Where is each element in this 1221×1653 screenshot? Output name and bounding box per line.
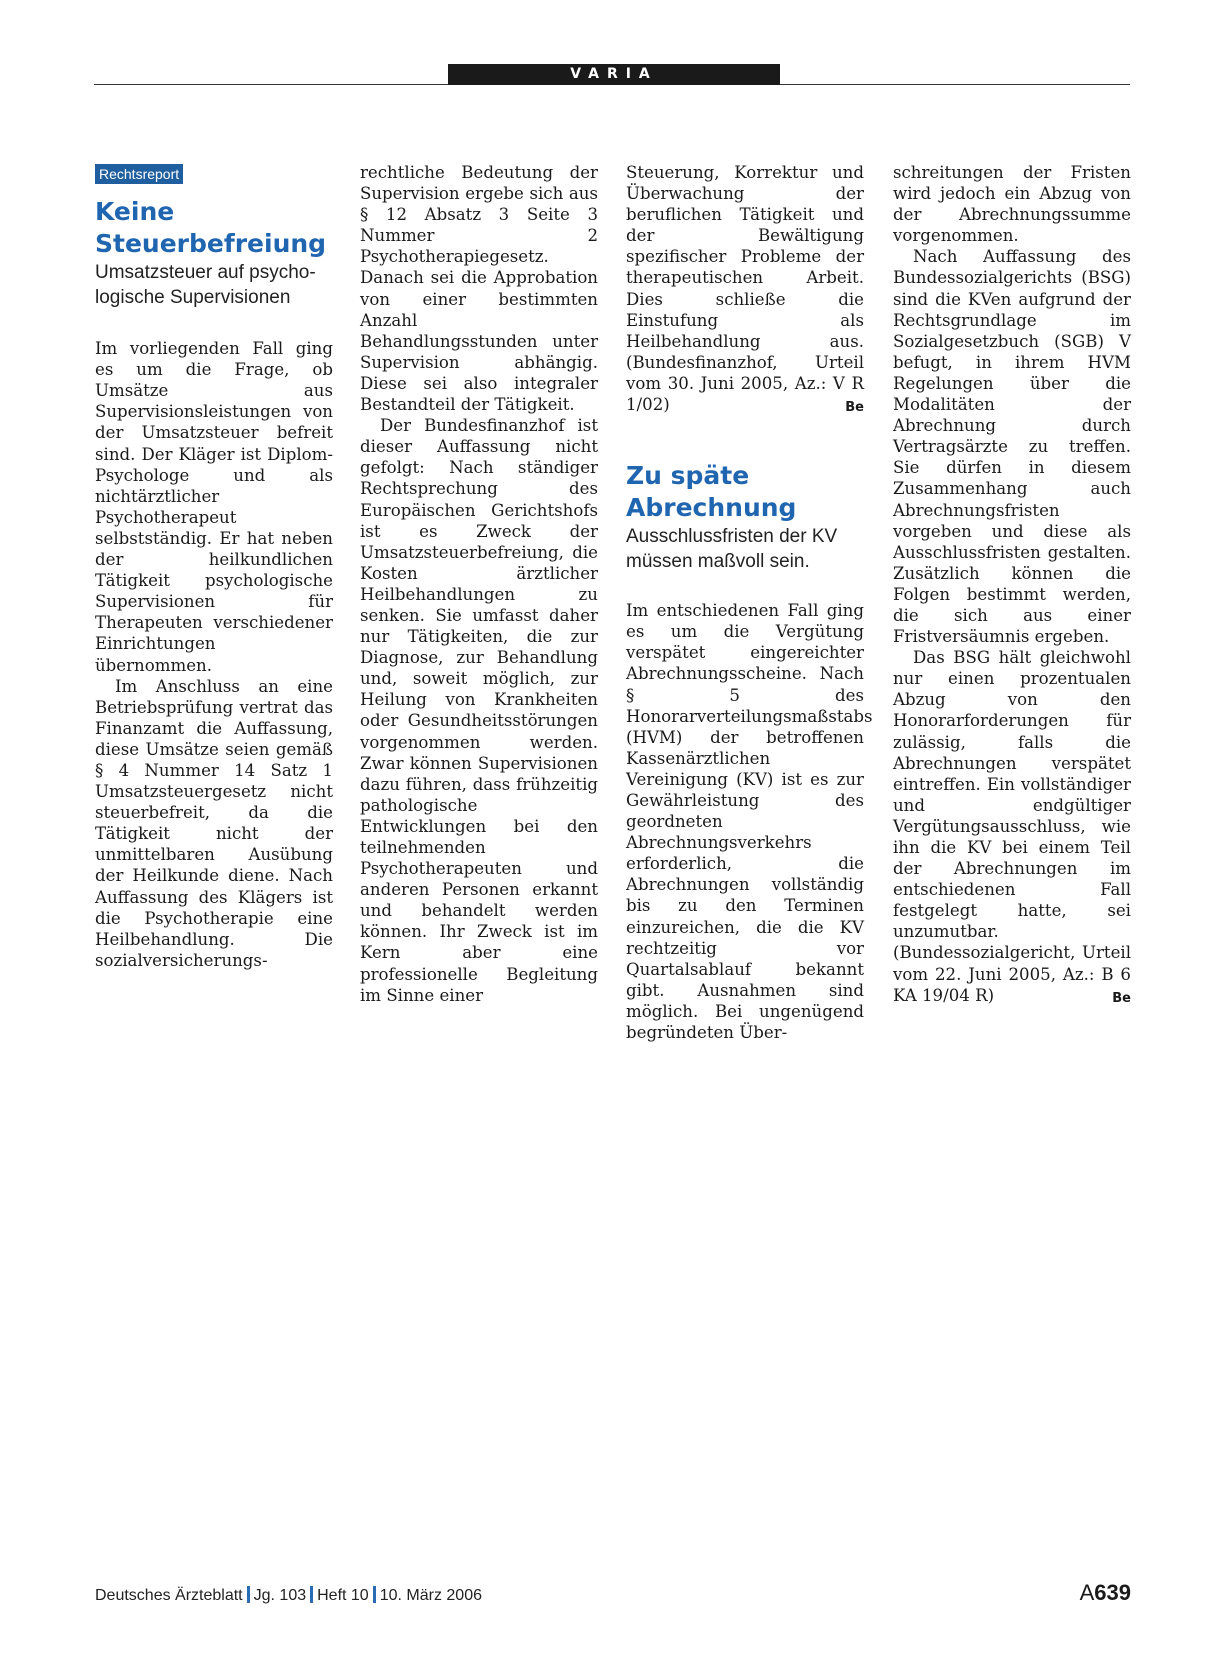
column-3: [626, 162, 873, 1043]
article-1-paragraph-3a: Der Bundesfinanzhof ist dieser Auffassung nicht gefolgt: Nach ständiger Rechtsprechung des Europäischen Gerichtshofs ist es Zweck der Umsatzsteuerbefreiung, die Kosten ärztlicher Heilbehandlungen zu senken. Sie umfasst daher nur Tätigkeiten, die zur Diagnose, zur Behandlung und, soweit möglich, zur Heilung von Krankheiten oder Gesundheitsstörungen vorgenommen werden. Zwar können Supervisionen dazu führen, dass frühzeitig pathologische Entwicklungen bei den teilnehmenden Psychotherapeuten und anderen Personen erkannt und behandelt werden können. Ihr Zweck ist im Kern aber eine professionelle Begleitung im Sinne einer: [360, 416, 598, 1005]
article-2-subtitle: Ausschlussfristen der KV müssen maßvoll sein.: [626, 526, 838, 573]
article-1-subtitle: [95, 260, 333, 310]
footer-citation: [95, 1586, 482, 1605]
footer-volume: Jg. 103: [253, 1587, 307, 1604]
article-2-title: Zu späte Abrechnung: [626, 461, 797, 523]
article-2-paragraph-1a: Im entschiedenen Fall ging es um die Vergütung verspätet eingereichter Abrechnungsscheine. Nach § 5 des Honorarverteilungsmaßstabs (HVM) der betroffenen Kassenärztlichen Vereinigung (KV) ist es zur Gewährleistung des geordneten Abrechnungsverkehrs erforderlich, die Abrechnungen vollständig bis zu den Terminen einzureichen, die die KV rechtzeitig vor Quartalsablauf bekannt gibt. Ausnahmen sind möglich. Bei ungenügend begründeten Über-: [626, 601, 873, 1042]
article-1-paragraph-2a: Im Anschluss an eine Betriebsprüfung vertrat das Finanzamt die Auffassung, diese Umsätze seien gemäß § 4 Nummer 14 Satz 1 Umsatzsteuergesetz nicht steuerbefreit, da die Tätigkeit nicht der unmittelbaren Ausübung der Heilkunde diene. Nach Auffassung des Klägers ist die Psychotherapie eine Heilbehandlung. Die sozialversicherungs-: [95, 676, 333, 970]
footer-journal: Deutsches Ärzteblatt: [95, 1587, 243, 1604]
page-number: [1080, 1580, 1131, 1606]
article-1-title-line1: Keine: [95, 197, 175, 227]
article-1-paragraph-1: Im vorliegenden Fall ging es um die Frage, ob Umsätze aus Supervisionsleistungen von der Umsatzsteuer befreit sind. Der Kläger ist Diplom-Psychologe und als nichtärztlicher Psychotherapeut selbstständig. Er hat neben der heilkundlichen Tätigkeit psychologische Supervisionen für Therapeuten verschiedener Einrichtungen übernommen.: [95, 339, 333, 675]
article-1-title: [95, 196, 333, 260]
footer-separator: [247, 1586, 250, 1603]
article-2-paragraph-1b: schreitungen der Fristen wird jedoch ein Abzug von der Abrechnungssumme vorgenommen.: [893, 163, 1131, 246]
page-footer: [95, 1580, 1131, 1608]
section-label: VARIA: [448, 64, 780, 85]
footer-issue: Heft 10: [317, 1587, 369, 1604]
column-4: [893, 162, 1131, 1009]
page-number-value: 639: [1094, 1580, 1131, 1605]
article-2-paragraph-3: Das BSG hält gleichwohl nur einen prozentualen Abzug von den Honorarforderungen für zulässig, falls die Abrechnungen verspätet eintreffen. Ein vollständiger und endgültiger Vergütungsausschluss, wie ihn die KV bei einem Teil der Abrechnungen im entschiedenen Fall festgelegt hatte, sei unzumutbar. (Bundessozialgericht, Urteil vom 22. Juni 2005, Az.: B 6 KA 19/04 R) Be: [893, 647, 1131, 1006]
article-1-paragraph-3b: Steuerung, Korrektur und Überwachung der beruflichen Tätigkeit und der Bewältigung spezifischer Probleme der therapeutischen Arbeit. Dies schließe die Einstufung als Heilbehandlung aus. (Bundesfinanzhof, Urteil vom 30. Juni 2005, Az.: V R 1/02) Be: [626, 162, 864, 415]
column-1: [95, 162, 333, 971]
footer-date: 10. März 2006: [379, 1587, 482, 1604]
article-1-paragraph-2b: rechtliche Bedeutung der Supervision ergebe sich aus § 12 Absatz 3 Seite 3 Nummer 2 Psychotherapiegesetz. Danach sei die Approbation von einer bestimmten Anzahl Behandlungsstunden unter Supervision abhängig. Diese sei also integraler Bestandteil der Tätigkeit.: [360, 163, 598, 415]
article-2-signature: Be: [1112, 990, 1131, 1006]
page-prefix: A: [1079, 1580, 1095, 1605]
column-2: [360, 162, 598, 1006]
article-1-subtitle-text: Umsatzsteuer auf psycho-logische Supervisionen: [95, 262, 316, 309]
footer-separator: [373, 1586, 376, 1603]
article-2-paragraph-2: Nach Auffassung des Bundessozialgerichts (BSG) sind die KVen aufgrund der Rechtsgrundlage im Sozialgesetzbuch (SGB) V befugt, in ihrem HVM Regelungen über die Modalitäten der Abrechnung durch Vertragsärzte zu treffen. Sie dürfen in diesem Zusammenhang auch Abrechnungsfristen vorgeben und diese als Ausschlussfristen gestalten. Zusätzlich können die Folgen bestimmt werden, die sich aus einer Fristversäumnis ergeben.: [893, 247, 1131, 647]
footer-separator: [310, 1586, 313, 1603]
section-header: [94, 64, 1130, 86]
category-badge: Rechtsreport: [95, 164, 183, 184]
article-1-title-line2: Steuerbefreiung: [95, 229, 327, 259]
article-1-signature: Be: [845, 400, 864, 416]
